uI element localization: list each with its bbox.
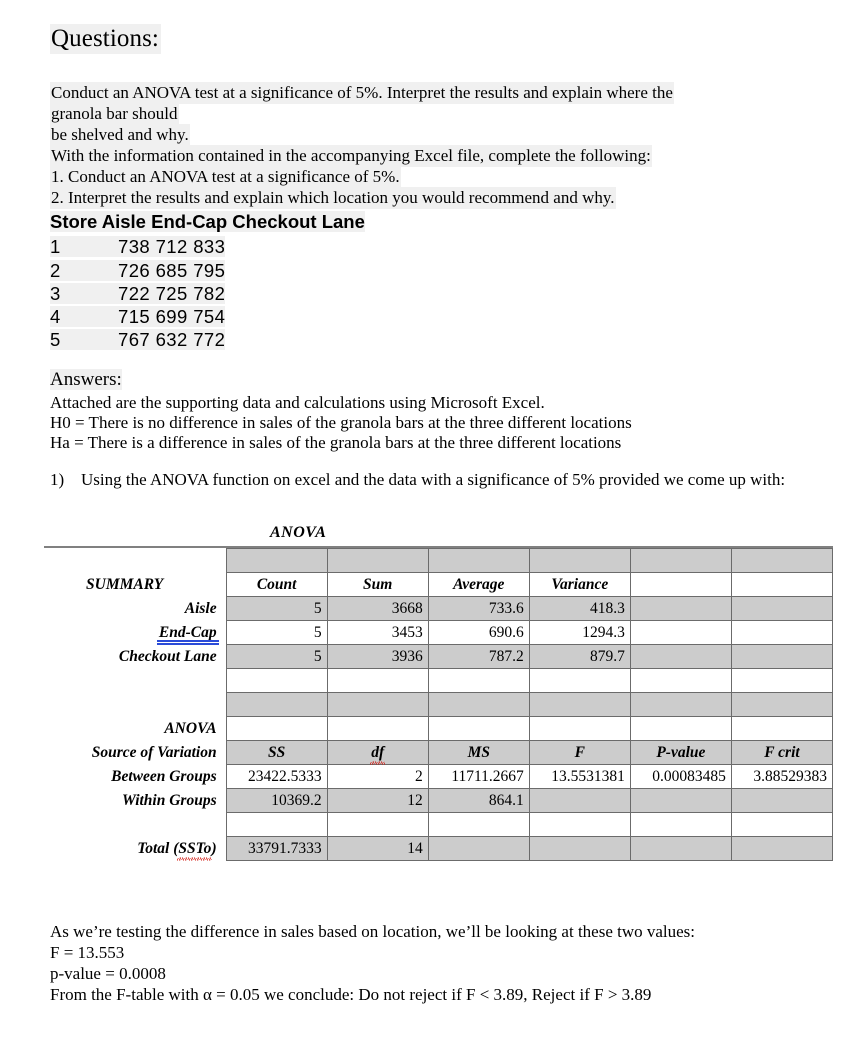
closing-line-1: As we’re testing the difference in sales based on location, we’ll be looking at these two values: <box>50 922 696 941</box>
prompt-line-4: With the information contained in the accompanying Excel file, complete the following: <box>51 146 651 165</box>
row-label-within-groups: Within Groups <box>121 791 217 809</box>
grammar-underline: End-Cap <box>158 623 217 641</box>
closing-line-3: p-value = 0.0008 <box>50 964 166 983</box>
column-header-ss: SS <box>226 741 327 765</box>
column-header-count: Count <box>226 573 327 597</box>
spelling-underline: SSTo <box>178 839 212 857</box>
answers-line-3: Ha = There is a difference in sales of the granola bars at the three different locations <box>50 433 622 452</box>
spelling-underline: df <box>371 743 385 761</box>
anova-section-label-row <box>44 717 833 741</box>
prompt-line-1: Conduct an ANOVA test at a significance of 5%. Interpret the results and explain where the <box>51 83 673 102</box>
table-row: Within Groups 10369.2 12 864.1 <box>44 789 833 813</box>
table-spacer-row <box>44 693 833 717</box>
column-header-p-value: P-value <box>630 741 731 765</box>
answers-heading: Answers: <box>50 369 122 390</box>
closing-line-2: F = 13.553 <box>50 943 125 962</box>
page-title-text: Questions: <box>51 25 159 52</box>
table-header-row <box>44 741 833 765</box>
table-spacer-row <box>44 669 833 693</box>
data-row: 4 715 699 754 <box>50 306 226 327</box>
column-header-average: Average <box>428 573 529 597</box>
data-row: 3 722 725 782 <box>50 283 226 304</box>
table-row: Between Groups 23422.5333 2 11711.2667 13.5531381 0.00083485 3.88529383 <box>44 765 833 789</box>
data-row: 2 726 685 795 <box>50 260 226 281</box>
row-label-checkout-lane: Checkout Lane <box>118 647 217 665</box>
column-header-variance: Variance <box>529 573 630 597</box>
row-label-source-of-variation: Source of Variation <box>91 743 217 761</box>
data-block-header: Store Aisle End-Cap Checkout Lane <box>50 211 365 232</box>
table-row: End-Cap 5 3453 690.6 1294.3 <box>44 621 833 645</box>
column-header-ms: MS <box>428 741 529 765</box>
row-label-end-cap <box>44 621 226 645</box>
table-row: Checkout Lane 5 3936 787.2 879.7 <box>44 645 833 669</box>
closing-line-4: From the F-table with α = 0.05 we conclude: Do not reject if F < 3.89, Reject if F > 3.89 <box>50 985 652 1004</box>
table-row <box>44 549 833 573</box>
anova-summary-table <box>44 548 833 861</box>
data-row: 1 738 712 833 <box>50 236 226 257</box>
row-label-between-groups: Between Groups <box>111 767 217 785</box>
list-item-text: Using the ANOVA function on excel and the data with a significance of 5% provided we come up with: <box>81 470 786 489</box>
column-header-blank-1 <box>630 573 731 597</box>
page-title <box>50 24 161 54</box>
spacer-cell <box>44 549 226 573</box>
prompt-line-6: 2. Interpret the results and explain which location you would recommend and why. <box>51 188 615 207</box>
column-header-f-crit: F crit <box>731 741 832 765</box>
prompt-line-5: 1. Conduct an ANOVA test at a significance of 5%. <box>51 167 400 186</box>
answers-line-1: Attached are the supporting data and calculations using Microsoft Excel. <box>50 393 545 412</box>
prompt-line-2: granola bar should <box>51 104 178 123</box>
table-row: Aisle 5 3668 733.6 418.3 <box>44 597 833 621</box>
row-label-aisle: Aisle <box>184 599 217 617</box>
column-header-f: F <box>529 741 630 765</box>
numbered-item-1 <box>50 469 810 490</box>
summary-label: SUMMARY <box>86 575 164 593</box>
column-header-blank-2 <box>731 573 832 597</box>
anova-table-caption: ANOVA <box>270 524 327 541</box>
data-row: 5 767 632 772 <box>50 329 226 350</box>
list-marker: 1) <box>50 470 65 489</box>
column-header-df <box>327 741 428 765</box>
prompt-line-3: be shelved and why. <box>51 125 189 144</box>
column-header-sum: Sum <box>327 573 428 597</box>
table-total-row: Total (SSTo) 33791.7333 14 <box>44 837 833 861</box>
answers-line-2: H0 = There is no difference in sales of the granola bars at the three different locations <box>50 413 632 432</box>
table-header-row <box>44 573 833 597</box>
table-spacer-row <box>44 813 833 837</box>
anova-section-label: ANOVA <box>164 719 217 737</box>
row-label-total: Total (SSTo) <box>137 839 217 857</box>
